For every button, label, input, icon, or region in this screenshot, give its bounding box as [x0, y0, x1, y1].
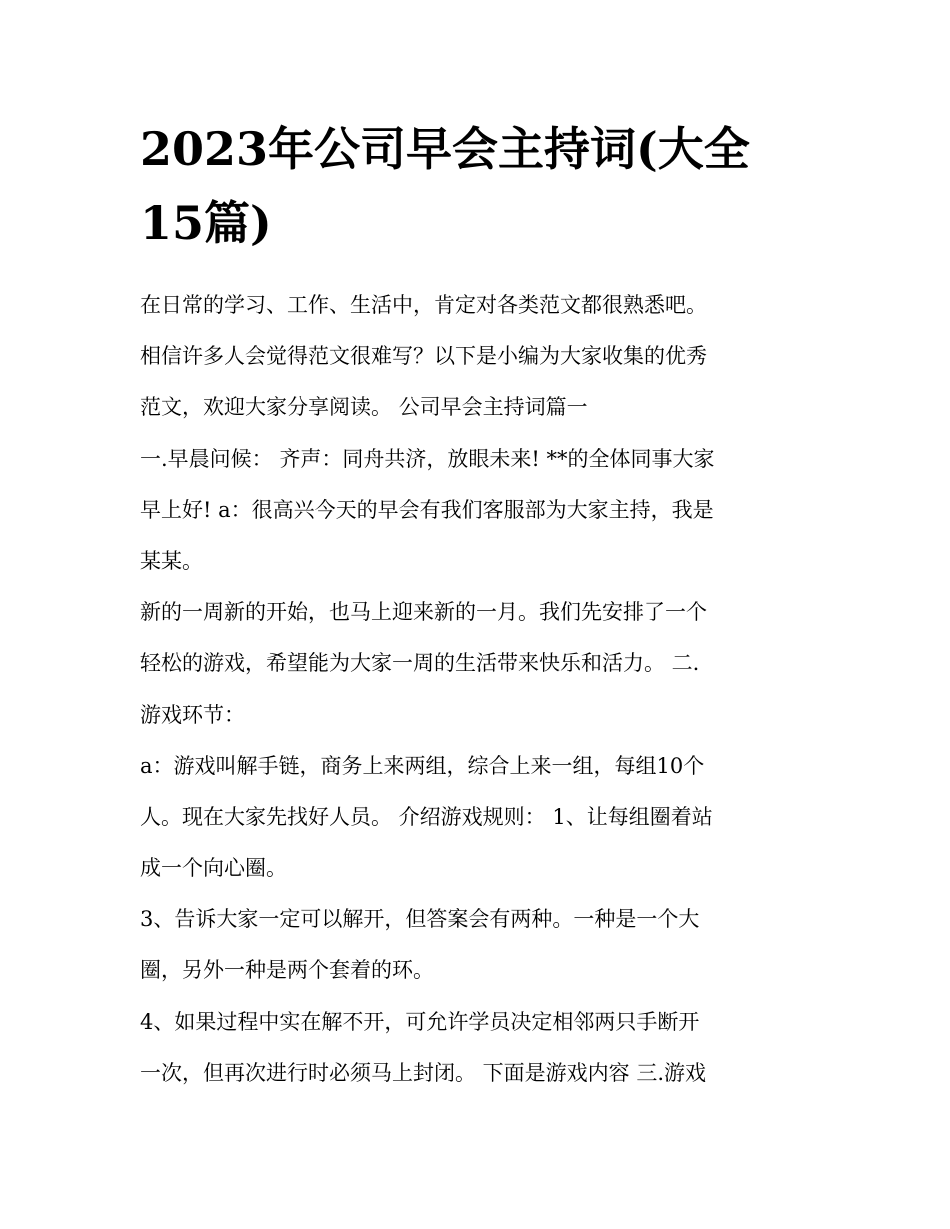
body-line: 一次，但再次进行时必须马上封闭。 下面是游戏内容 三.游戏 — [140, 1060, 707, 1085]
body-line: 游戏环节： — [140, 702, 245, 727]
body-line: 某某。 — [140, 548, 203, 573]
body-line: 范文，欢迎大家分享阅读。 公司早会主持词篇一 — [140, 395, 588, 420]
title-line: 15篇) — [140, 196, 272, 250]
document-title — [140, 112, 820, 260]
body-line: 3、告诉大家一定可以解开，但答案会有两种。一种是一个大 — [140, 907, 700, 932]
body-line: 4、如果过程中实在解不开，可允许学员决定相邻两只手断开 — [140, 1009, 700, 1034]
document-body — [140, 280, 820, 1099]
body-line: 圈，另外一种是两个套着的环。 — [140, 958, 434, 983]
body-line: 成一个向心圈。 — [140, 856, 287, 881]
body-line: 相信许多人会觉得范文很难写？以下是小编为大家收集的优秀 — [140, 344, 707, 369]
body-line: 早上好! a：很高兴今天的早会有我们客服部为大家主持，我是 — [140, 497, 714, 522]
body-line: a：游戏叫解手链，商务上来两组，综合上来一组，每组10个 — [140, 753, 705, 778]
body-line: 轻松的游戏，希望能为大家一周的生活带来快乐和活力。 二. — [140, 651, 700, 676]
body-line: 一.早晨问候： 齐声：同舟共济，放眼未来! **的全体同事大家 — [140, 446, 715, 471]
body-line: 新的一周新的开始，也马上迎来新的一月。我们先安排了一个 — [140, 600, 707, 625]
title-line: 2023年公司早会主持词(大全 — [140, 122, 750, 176]
body-line: 人。现在大家先找好人员。 介绍游戏规则： 1、让每组圈着站 — [140, 804, 713, 829]
body-line: 在日常的学习、工作、生活中，肯定对各类范文都很熟悉吧。 — [140, 293, 707, 317]
